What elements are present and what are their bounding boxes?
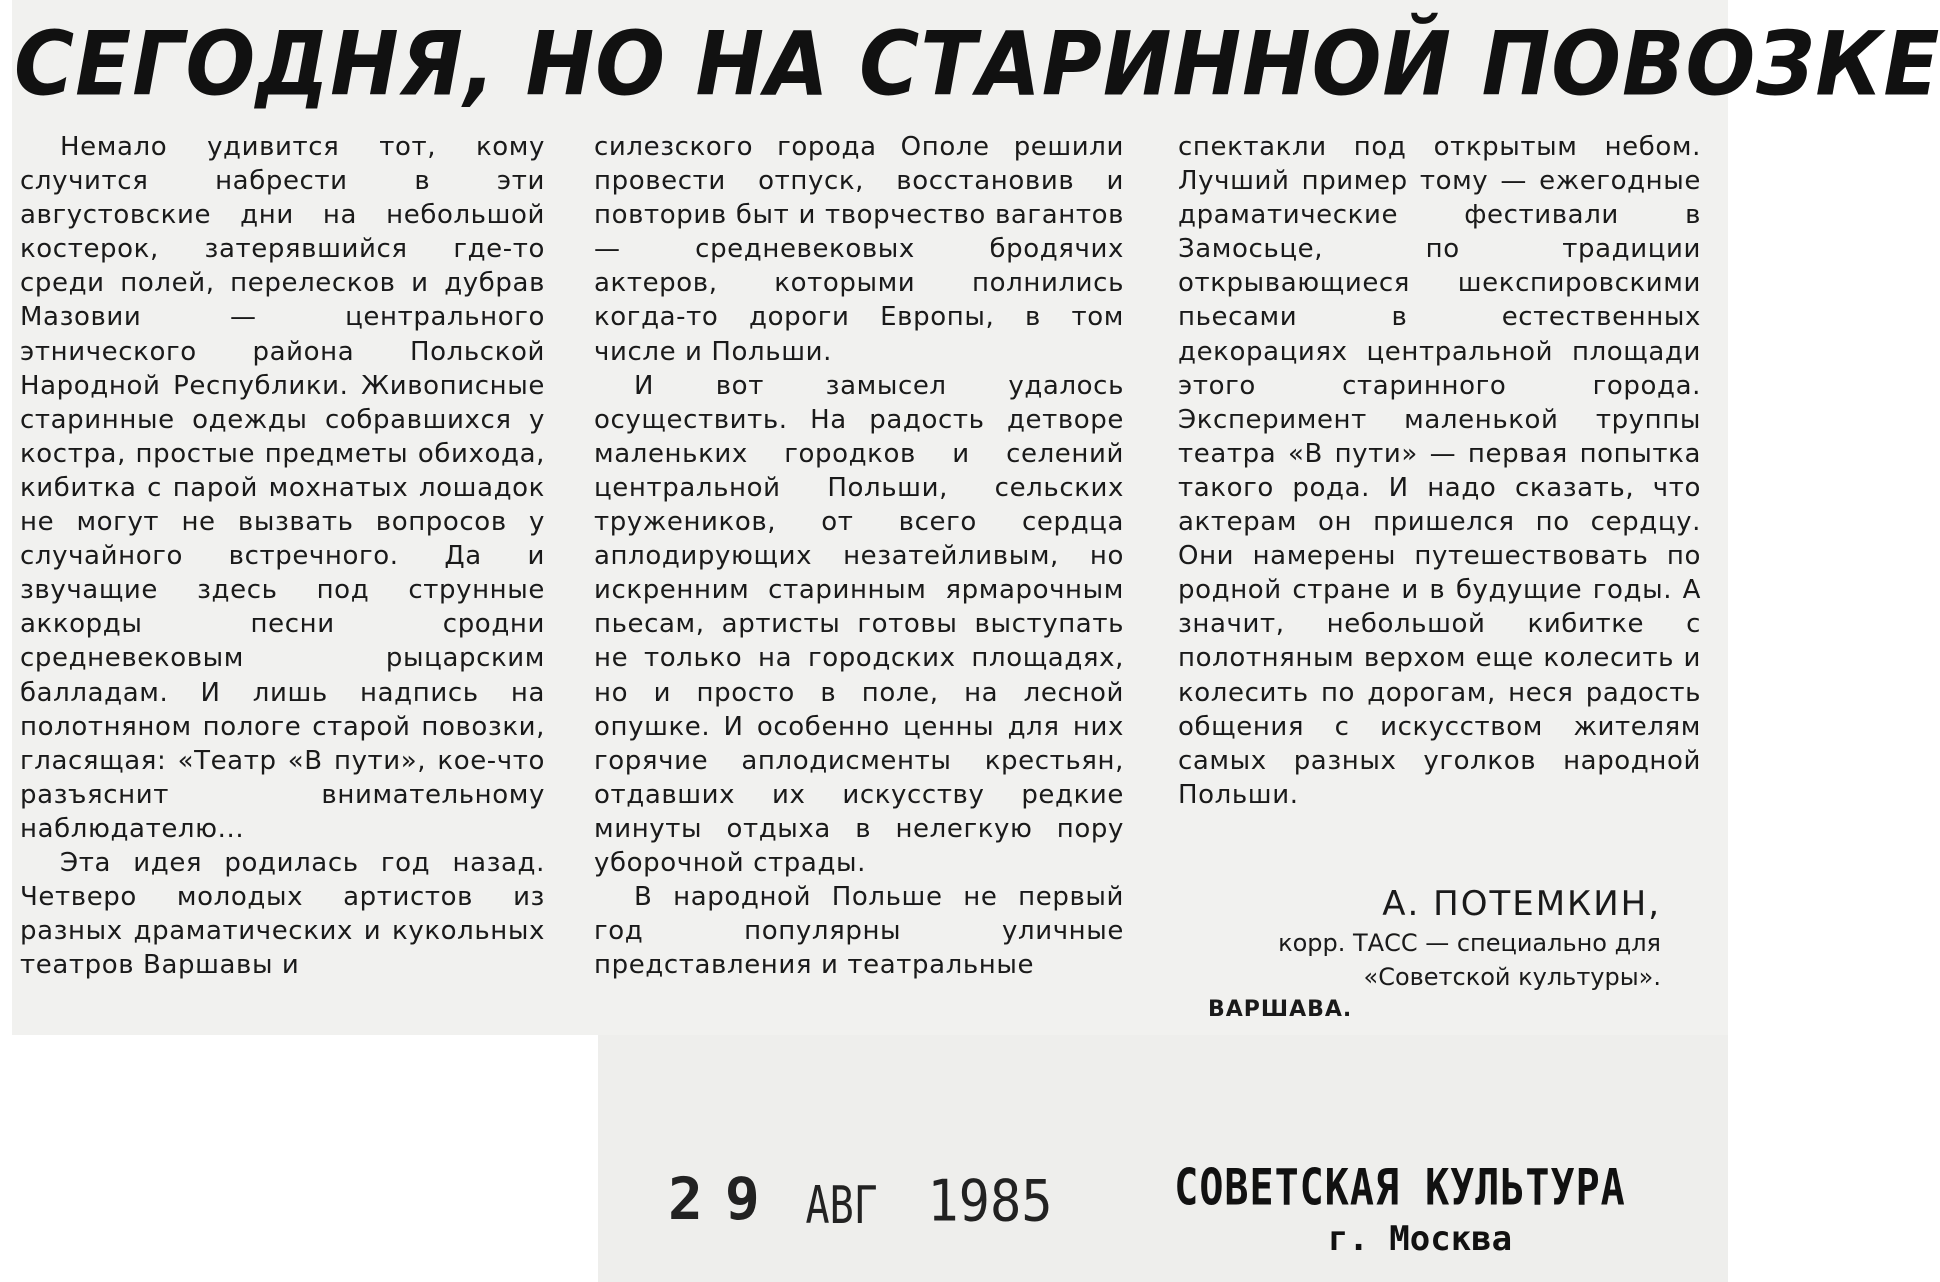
date-stamp-day: 29 xyxy=(668,1165,782,1233)
paragraph: В народной Польше не первый год популярны уличные представления и театральные xyxy=(594,882,1124,981)
date-stamp-year: 1985 xyxy=(927,1169,1053,1235)
date-stamp xyxy=(668,1165,1053,1236)
paragraph: Немало удивится тот, кому случится набрести в эти августовские дни на небольшой костерок, затерявшийся где-то среди полей, перелесков и дубрав Мазовии — центрального этнического района Польской Народной Республики. Живописные старинные одежды собравшихся у костра, простые предметы обихода, кибитка с парой мохнатых лошадок не могут не вызвать вопросов у случайного встречного. Да и звучащие здесь под струнные аккорды песни сродни средневековым рыцарским балладам. И лишь надпись на полотняном пологе старой повозки, гласящая: «Театр «В пути», кое-что разъяснит внимательному наблюдателю... xyxy=(20,132,545,844)
dateline-city: ВАРШАВА. xyxy=(1208,997,1353,1022)
newspaper-stamp-city: г. Москва xyxy=(1327,1219,1513,1259)
article-column-3 xyxy=(1178,130,1701,812)
article-column-2 xyxy=(594,130,1124,982)
author-name: А. ПОТЕМКИН, xyxy=(1382,884,1661,924)
paragraph: И вот замысел удалось осуществить. На радость детворе маленьких городков и селений центральной Польши, сельских тружеников, от всего сердца аплодирующих незатейливым, но искренним старинным ярмарочным пьесам, артисты готовы выступать не только на городских площадях, но и просто в поле, на лесной опушке. И особенно ценны для них горячие аплодисменты крестьян, отдавших их искусству редкие минуты отдыха в нелегкую пору уборочной страды. xyxy=(594,370,1124,878)
paragraph-continuation: силезского города Ополе решили провести отпуск, восстановив и повторив быт и творчество вагантов — средневековых бродячих актеров, которыми полнились когда-то дороги Европы, в том числе и Польши. xyxy=(594,132,1124,367)
newspaper-stamp-name: СОВЕТСКАЯ КУЛЬТУРА xyxy=(1174,1159,1626,1217)
article-column-1 xyxy=(20,130,545,982)
date-stamp-month: АВГ xyxy=(805,1176,878,1236)
author-role: корр. ТАСС — специально для «Советской культуры». xyxy=(1278,929,1661,991)
article-headline: СЕГОДНЯ, НО НА СТАРИННОЙ ПОВОЗКЕ xyxy=(14,13,1940,117)
paragraph: Эта идея родилась год назад. Четверо молодых артистов из разных драматических и кукольных театров Варшавы и xyxy=(20,847,545,981)
paragraph-continuation: спектакли под открытым небом. Лучший пример тому — ежегодные драматические фестивали в Замосьце, по традиции открывающиеся шекспировскими пьесами в естественных декорациях центральной площади этого старинного города. Эксперимент маленькой труппы театра «В пути» — первая попытка такого рода. И надо сказать, что актерам он пришелся по сердцу. Они намерены путешествовать по родной стране и в будущие годы. А значит, небольшой кибитке с полотняным верхом еще колесить и колесить по дорогам, неся радость общения с искусством жителям самых разных уголков народной Польши. xyxy=(1178,132,1701,810)
article-byline xyxy=(1178,882,1701,1026)
newspaper-stamp xyxy=(1165,1160,1635,1262)
